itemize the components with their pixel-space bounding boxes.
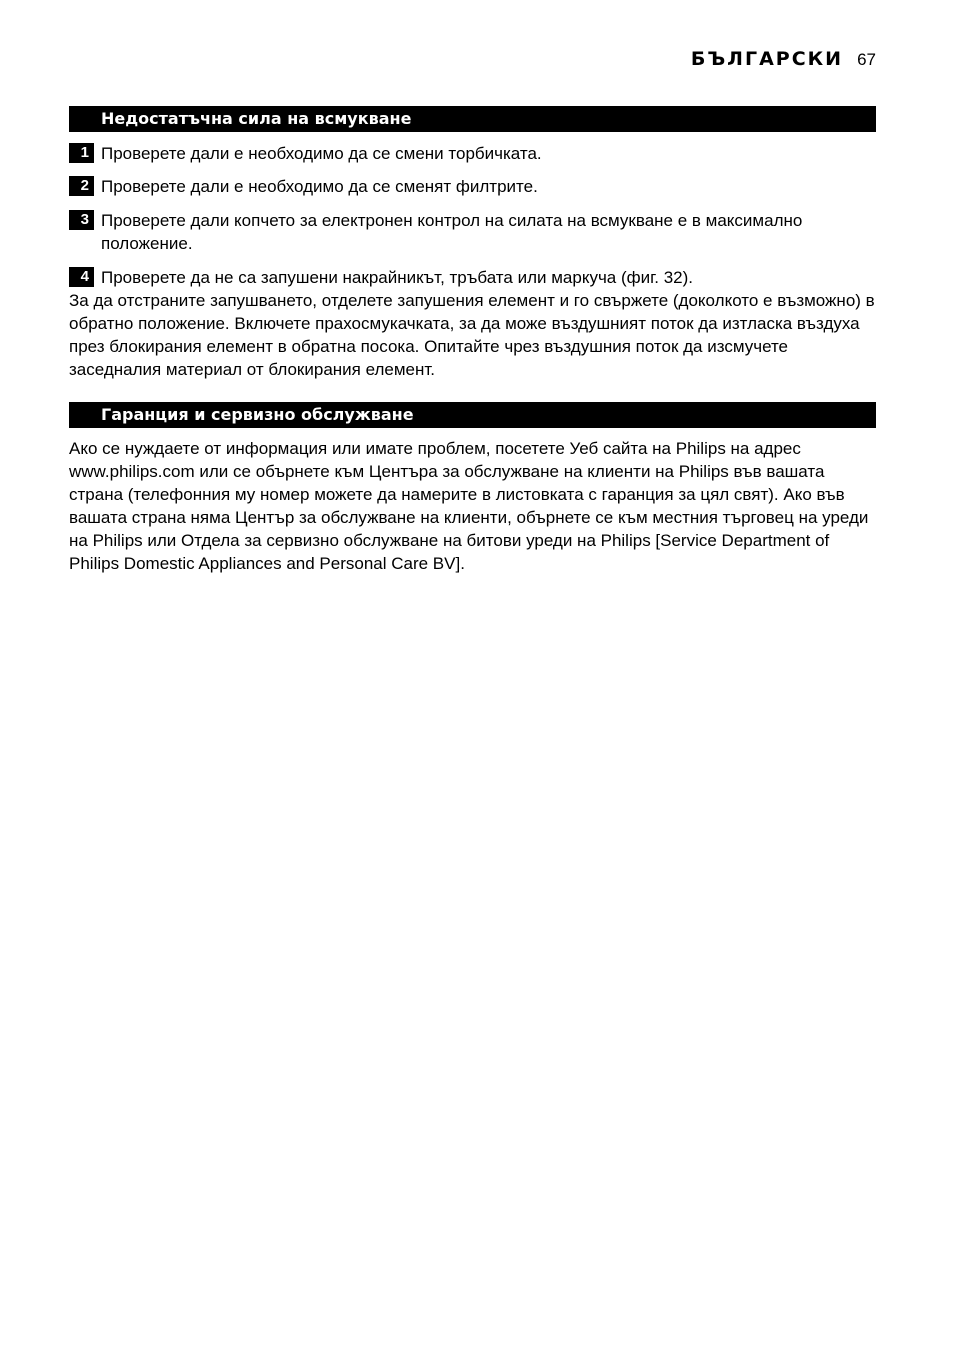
guarantee-text-rest: или се обърнете към Центъра за обслужване на клиенти на Philips във вашата страна (телефонния му номер можете да намерите в листовката с гаранция за цял свят). Ако във вашата страна няма Център за обслужване на клиенти, обърнете се към местния търговец на уреди на Philips или Отдела за сервизно обслужване на битови уреди на Philips [Service Department of Philips Domestic Appliances and Personal Care BV]. — [69, 462, 869, 573]
step-2 — [69, 175, 876, 198]
step-text: Проверете да не са запушени накрайникът, тръбата или маркуча (фиг. 32). — [101, 268, 693, 287]
philips-website-link[interactable]: www.philips.com — [69, 462, 195, 481]
section-heading-insufficient-suction: Недостатъчна сила на всмукване — [69, 106, 876, 132]
language-title: БЪЛГАРСКИ — [690, 48, 844, 70]
guarantee-paragraph — [69, 437, 879, 575]
section-heading-guarantee-service: Гаранция и сервизно обслужване — [69, 402, 876, 428]
page-header — [691, 48, 876, 70]
step-3 — [69, 209, 876, 255]
step-text: Проверете дали копчето за електронен контрол на силата на всмукване е в максимално положение. — [101, 211, 803, 253]
step-4 — [69, 266, 876, 289]
step-text: Проверете дали е необходимо да се сменят филтрите. — [101, 177, 538, 196]
unblocking-note: За да отстраните запушването, отделете запушения елемент и го свържете (доколкото е възможно) в обратно положение. Включете прахосмукачката, за да може въздушният поток да изтласка въздуха през блокирания елемент в обратна посока. Опитайте чрез въздушния поток да изсмучете заседналия материал от блокирания елемент. — [69, 291, 875, 379]
step-number-badge: 2 — [69, 176, 94, 196]
guarantee-text-intro: Ако се нуждаете от информация или имате проблем, посетете Уеб сайта на Philips на адрес — [69, 439, 801, 458]
step-number-badge: 3 — [69, 210, 94, 230]
step-text: Проверете дали е необходимо да се смени торбичката. — [101, 144, 542, 163]
step-1 — [69, 142, 876, 165]
step-number-badge: 1 — [69, 143, 94, 163]
step-number-badge: 4 — [69, 267, 94, 287]
page-number: 67 — [857, 50, 876, 69]
